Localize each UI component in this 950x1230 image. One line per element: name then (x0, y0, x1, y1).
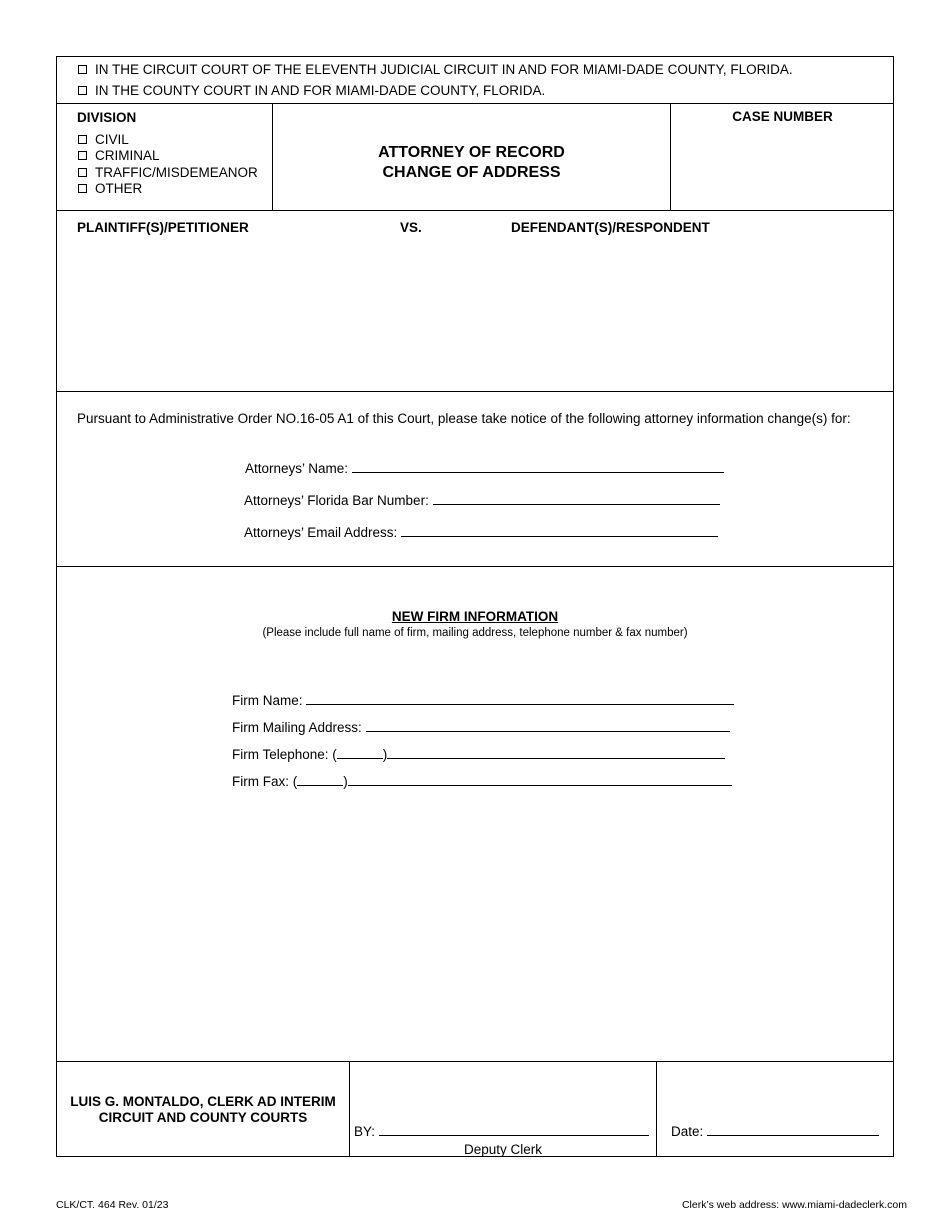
division-option-traffic[interactable] (78, 165, 258, 180)
firm-telephone-label: Firm Telephone: ( (232, 747, 337, 762)
attorney-email-row (244, 524, 718, 540)
firm-name-row (232, 692, 734, 708)
plaintiff-field[interactable] (70, 242, 390, 382)
attorney-name-label: Attorneys’ Name: (245, 461, 349, 476)
divider-notice (56, 391, 894, 392)
court-option-county[interactable] (78, 83, 545, 98)
attorney-bar-label: Attorneys’ Florida Bar Number: (244, 493, 429, 508)
form-title-line1: ATTORNEY OF RECORD (378, 144, 565, 161)
firm-address-input[interactable] (366, 719, 730, 732)
division-title: DIVISION (77, 110, 137, 125)
paren-close: ) (343, 774, 348, 789)
date-label: Date: (671, 1124, 704, 1139)
notice-text: Pursuant to Administrative Order NO.16-05 A1 of this Court, please take notice of the following attorney information change(s) for: (77, 411, 851, 426)
checkbox-county-court[interactable] (78, 86, 87, 95)
deputy-clerk-signature-input[interactable] (379, 1123, 649, 1136)
case-number-label: CASE NUMBER (732, 109, 833, 124)
divider-new-firm (56, 566, 894, 567)
checkbox-other[interactable] (78, 184, 87, 193)
firm-fax-input[interactable] (348, 773, 732, 786)
checkbox-civil[interactable] (78, 135, 87, 144)
firm-telephone-row (232, 746, 725, 762)
attorney-name-row (245, 460, 724, 476)
case-number-field[interactable] (680, 132, 885, 202)
paren-close: ) (382, 747, 388, 762)
divider-parties (56, 210, 894, 211)
clerk-web-address: Clerk’s web address: www.miami-dadeclerk.com (681, 1199, 907, 1211)
new-firm-heading: NEW FIRM INFORMATION (391, 609, 559, 624)
court-option-circuit-label: IN THE CIRCUIT COURT OF THE ELEVENTH JUDICIAL CIRCUIT IN AND FOR MIAMI-DADE COUNTY, FLORIDA. (95, 62, 793, 77)
clerk-courts: CIRCUIT AND COUNTY COURTS (98, 1110, 308, 1125)
divider-clerk (56, 1061, 894, 1062)
defendant-label: DEFENDANT(S)/RESPONDENT (511, 220, 710, 235)
date-row (671, 1123, 879, 1139)
defendant-field[interactable] (505, 242, 885, 382)
attorney-email-label: Attorneys’ Email Address: (244, 525, 398, 540)
division-option-label: OTHER (95, 181, 143, 196)
vs-label: VS. (400, 220, 422, 235)
division-option-civil[interactable] (78, 132, 129, 147)
deputy-clerk-label: Deputy Clerk (463, 1142, 543, 1157)
division-option-criminal[interactable] (78, 148, 160, 163)
checkbox-criminal[interactable] (78, 151, 87, 160)
attorney-bar-input[interactable] (433, 492, 720, 505)
clerk-name: LUIS G. MONTALDO, CLERK AD INTERIM (70, 1094, 336, 1109)
clerk-name-block (57, 1094, 349, 1126)
checkbox-traffic-misdemeanor[interactable] (78, 168, 87, 177)
attorney-email-input[interactable] (401, 524, 718, 537)
attorney-bar-row (244, 492, 720, 508)
new-firm-instruction: (Please include full name of firm, mailing address, telephone number & fax number) (262, 627, 688, 639)
division-option-label: CIVIL (95, 132, 129, 147)
firm-fax-label: Firm Fax: ( (232, 774, 298, 789)
attorney-name-input[interactable] (352, 460, 724, 473)
division-option-label: CRIMINAL (95, 148, 160, 163)
by-label: BY: (354, 1124, 376, 1139)
form-title-line2: CHANGE OF ADDRESS (382, 164, 561, 181)
court-option-circuit[interactable] (78, 62, 793, 77)
court-option-county-label: IN THE COUNTY COURT IN AND FOR MIAMI-DADE COUNTY, FLORIDA. (95, 83, 546, 98)
firm-address-row (232, 719, 730, 735)
form-title (273, 143, 670, 183)
divider-court-header (56, 103, 894, 104)
firm-fax-row (232, 773, 732, 789)
checkbox-circuit-court[interactable] (78, 65, 87, 74)
firm-name-input[interactable] (306, 692, 734, 705)
firm-address-label: Firm Mailing Address: (232, 720, 362, 735)
date-input[interactable] (707, 1123, 879, 1136)
division-option-other[interactable] (78, 181, 142, 196)
by-row (354, 1123, 649, 1139)
form-id: CLK/CT. 464 Rev. 01/23 (56, 1199, 169, 1211)
firm-fax-area-input[interactable] (297, 773, 343, 786)
plaintiff-label: PLAINTIFF(S)/PETITIONER (77, 220, 249, 235)
firm-name-label: Firm Name: (232, 693, 303, 708)
firm-telephone-input[interactable] (387, 746, 725, 759)
division-option-label: TRAFFIC/MISDEMEANOR (95, 165, 258, 180)
divider-date (656, 1061, 657, 1157)
firm-telephone-area-input[interactable] (337, 746, 383, 759)
